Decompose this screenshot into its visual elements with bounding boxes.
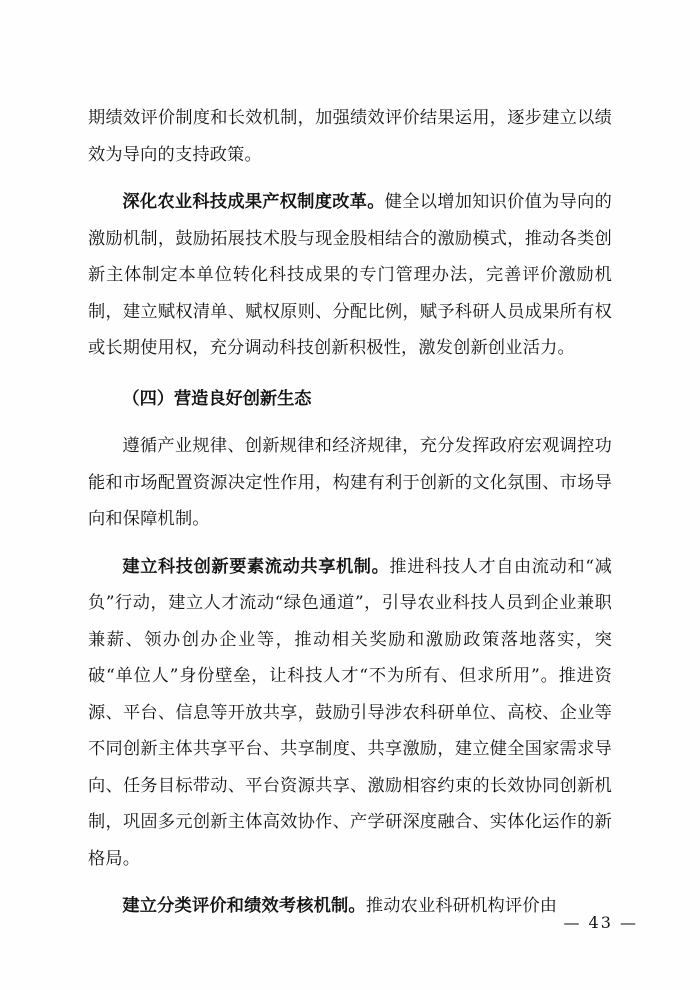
paragraph-continued: 期绩效评价制度和长效机制，加强绩效评价结果运用，逐步建立以绩效为导向的支持政策。 xyxy=(88,108,612,165)
paragraph-gap-2 xyxy=(88,538,612,549)
paragraph-gap-3 xyxy=(88,877,612,888)
paragraph-gap xyxy=(88,173,612,184)
paragraph-innovation-ecology: 遵循产业规律、创新规律和经济规律，充分发挥政府宏观调控功能和市场配置资源决定性作用，构建有利于创新的文化氛围、市场导向和保障机制。 xyxy=(88,436,612,529)
paragraph-lead-property-rights: 深化农业科技成果产权制度改革。 xyxy=(122,192,385,212)
page-content xyxy=(88,100,612,925)
paragraph-body-classified-evaluation: 推动农业科研机构评价由 xyxy=(365,896,558,916)
paragraph-lead-element-flow: 建立科技创新要素流动共享机制。 xyxy=(122,556,390,577)
paragraph-classified-evaluation xyxy=(88,888,612,925)
heading-gap-bottom xyxy=(88,417,612,428)
section-heading-four: （四）营造良好创新生态 xyxy=(122,388,312,409)
paragraph-element-flow-mechanism xyxy=(88,549,612,878)
paragraph-lead-classified-evaluation: 建立分类评价和绩效考核机制。 xyxy=(122,896,366,916)
heading-gap-top xyxy=(88,367,612,381)
paragraph-body-property-rights: 健全以增加知识价值为导向的激励机制，鼓励拓展技术股与现金股相结合的激励模式，推动各类创新主体制定本单位转化科技成果的专门管理办法，完善评价激励机制，建立赋权清单、赋权原则、分配比例，赋予科研人员成果所有权或长期使用权，充分调动科技创新积极性，激发创新创业活力。 xyxy=(88,192,612,358)
paragraph-property-rights-reform xyxy=(88,184,612,367)
page-number: — 43 — xyxy=(563,913,638,932)
paragraph-body-element-flow: 推进科技人才自由流动和“减负”行动，建立人才流动“绿色通道”，引导农业科技人员到企业兼职兼薪、领办创办企业等，推动相关奖励和激励政策落地落实，突破“单位人”身份壁垒，让科技人才“不为所有、但求所用”。推进资源、平台、信息等开放共享，鼓励引导涉农科研单位、高校、企业等不同创新主体共享平台、共享制度、共享激励，建立健全国家需求导向、任务目标带动、平台资源共享、激励相容约束的长效协同创新机制，巩固多元创新主体高效协作、产学研深度融合、实体化运作的新格局。 xyxy=(88,556,612,869)
